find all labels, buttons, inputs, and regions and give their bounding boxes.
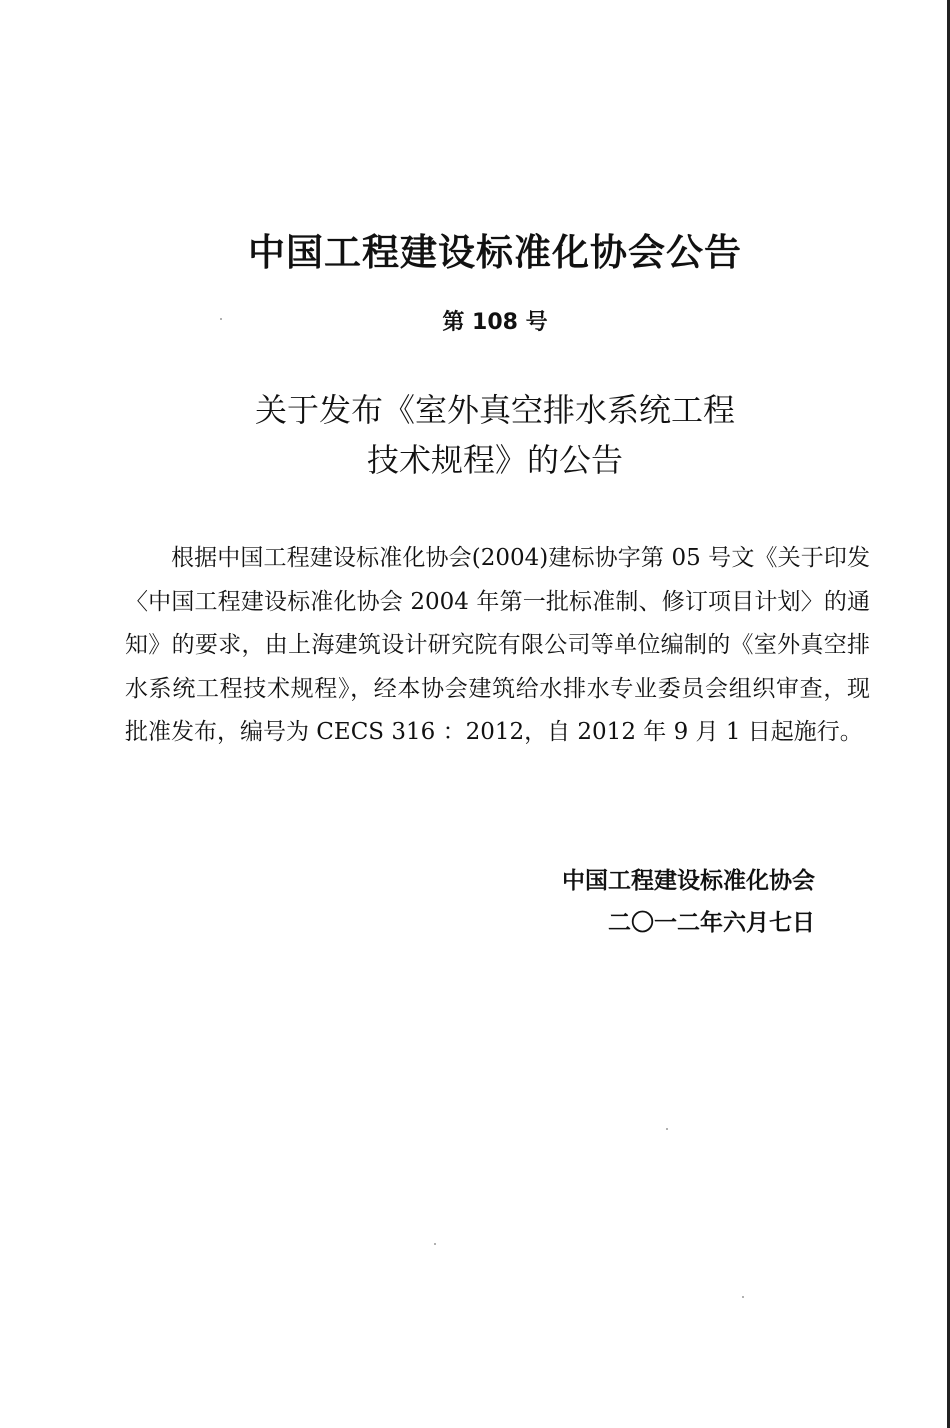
- announcement-body: 根据中国工程建设标准化协会(2004)建标协字第 05 号文《关于印发〈中国工程建设标准化协会 2004 年第一批标准制、修订项目计划〉的通知》的要求，由上海建筑设计研究院有限公司等单位编制的《室外真空排水系统工程技术规程》，经本协会建筑给水排水专业委员会组织审查，现批准发布，编号为 CECS 316 ：2012，自 2012 年 9 月 1 日起施行。: [125, 545, 870, 746]
- organization-title: 中国工程建设标准化协会公告: [248, 231, 742, 274]
- scan-speck: [220, 318, 222, 320]
- scan-speck: [666, 1128, 668, 1130]
- signature-date: 二〇一二年六月七日: [608, 910, 815, 936]
- signature-block: [515, 860, 815, 944]
- scan-speck: [742, 1296, 744, 1298]
- scan-speck: [434, 1243, 436, 1245]
- announcement-title-line-2: 技术规程》的公告: [366, 441, 623, 479]
- announcement-title-line-1: 关于发布《室外真空排水系统工程: [254, 391, 735, 429]
- announcement-title: [0, 385, 950, 485]
- announcement-number: 第 108 号: [442, 310, 548, 335]
- signature-organization: 中国工程建设标准化协会: [562, 868, 815, 894]
